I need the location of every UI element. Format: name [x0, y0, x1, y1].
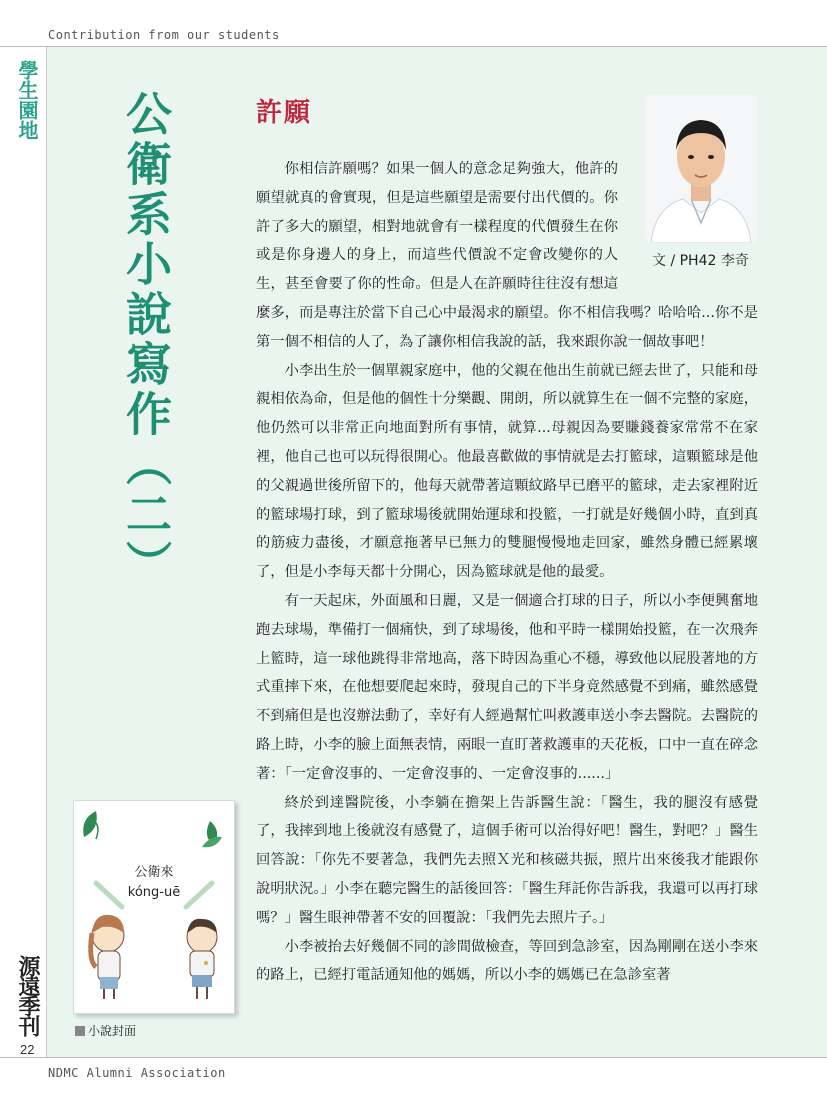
paragraph: 終於到達醫院後，小李躺在擔架上告訴醫生說：「醫生，我的腿沒有感覺了，我摔到地上後就沒有感覺了，這個手術可以治得好吧！醫生，對吧？」醫生回答說：「你先不要著急，我們先去照Ｘ光和核磁共振，照片出來後我才能跟你說明狀況。」小李在聽完醫生的話後回答：「醫生拜託你告訴我，我還可以再打球嗎？」醫生眼神帶著不安的回覆說：「我們先去照片子。」: [256, 794, 758, 926]
cover-title-text: 公衛來: [134, 865, 174, 880]
author-byline: 文 / PH42 李奇: [652, 253, 749, 269]
photo-wrap-spacer: [618, 155, 758, 275]
journal-logo: 源遠季刊: [15, 955, 41, 1035]
side-strip: [0, 47, 47, 1057]
article-title: 許願: [256, 98, 313, 128]
running-header: Contribution from our students: [48, 28, 280, 42]
boy-illustration: [187, 919, 217, 999]
leaf-icon: [83, 811, 222, 847]
article-body: [256, 155, 758, 990]
cover-caption-text: 小說封面: [88, 1024, 137, 1038]
paragraph: 小李出生於一個單親家庭中，他的父親在他出生前就已經去世了，只能和母親相依為命，但是他的個性十分樂觀、開朗，所以就算生在一個不完整的家庭，他仍然可以非常正向地面對所有事情，就算...母親因為要賺錢養家常常不在家裡，他自己也可以玩得很開心。他最喜歡做的事情就是去打籃球，這顆籃球是他的父親過世後所留下的，他每天就帶著這顆紋路早已磨平的籃球，走去家裡附近的籃球場打球，到了籃球場後就開始運球和投籃，一打就是好幾個小時，直到真的筋疲力盡後，才願意拖著早已無力的雙腿慢慢地走回家，雖然身體已經累壞了，但是小李每天都十分開心，因為籃球就是他的最愛。: [256, 362, 758, 581]
series-title: 公衛系小說寫作（二）: [119, 90, 173, 590]
novel-cover-image: [73, 800, 235, 1014]
footer-divider: [0, 1057, 827, 1058]
cover-caption: [75, 1022, 136, 1039]
running-footer: NDMC Alumni Association: [48, 1066, 226, 1080]
paragraph: 小李被抬去好幾個不同的診間做檢查，等回到急診室，因為剛剛在送小李來的路上，已經打電話通知他的媽媽，所以小李的媽媽已在急診室著: [256, 938, 758, 984]
cover-subtitle: kóng-uē: [127, 885, 181, 900]
cover-title: [74, 863, 234, 903]
paragraph: 你相信許願嗎？如果一個人的意念足夠強大，他許的願望就真的會實現，但是這些願望是需要付出代價的。你許了多大的願望，相對地就會有一樣程度的代價發生在你或是你身邊人的身上，而這些代價說不定會改變你的人生，甚至會要了你的性命。但是人在許願時往往沒有想這麼多，而是專注於當下自己心中最渴求的願望。你不相信我嗎？哈哈哈...你不是第一個不相信的人了，為了讓你相信我說的話，我來跟你說一個故事吧！: [256, 161, 758, 350]
paragraph: 有一天起床，外面風和日麗，又是一個適合打球的日子，所以小李便興奮地跑去球場，準備打一個痛快，到了球場後，他和平時一樣開始投籃，在一次飛奔上籃時，這一球他跳得非常地高，落下時因為重心不穩，導致他以屁股著地的方式重摔下來，在他想要爬起來時，發現自己的下半身竟然感覺不到痛，雖然感覺不到痛但是也沒辦法動了，幸好有人經過幫忙叫救護車送小李去醫院。去醫院的路上時，小李的臉上面無表情，兩眼一直盯著救護車的天花板，口中一直在碎念著：「一定會沒事的、一定會沒事的、一定會沒事的......」: [256, 592, 758, 782]
girl-illustration: [91, 915, 124, 999]
page-number: 22: [20, 1042, 35, 1057]
caption-marker-icon: [75, 1026, 85, 1036]
section-label: 學生園地: [15, 60, 39, 140]
